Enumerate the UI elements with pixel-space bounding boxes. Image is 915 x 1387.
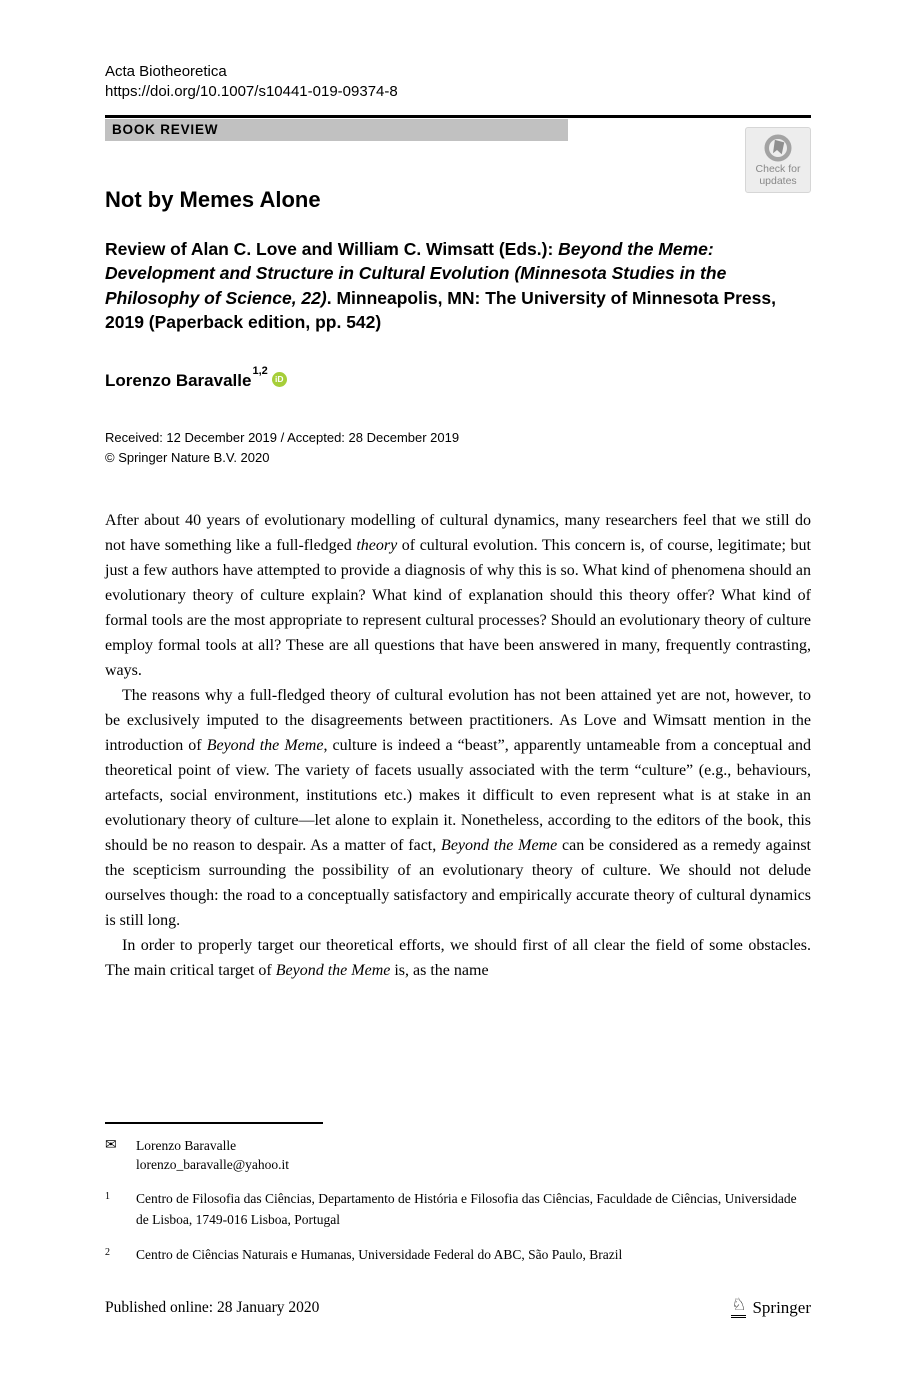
- body-paragraph: In order to properly target our theoretical efforts, we should first of all clear the field of some obstacles. The main critical target of Beyond the Meme is, as the name: [105, 936, 811, 979]
- springer-wordmark: Springer: [752, 1297, 811, 1317]
- correspondence-email[interactable]: lorenzo_baravalle@yahoo.it: [136, 1157, 289, 1172]
- author-name: Lorenzo Baravalle: [105, 370, 252, 390]
- crossmark-icon: [763, 133, 793, 163]
- doi-link[interactable]: https://doi.org/10.1007/s10441-019-09374-8: [105, 83, 398, 100]
- affiliation-number: 1: [105, 1191, 110, 1202]
- author-row: [105, 364, 811, 391]
- affiliation-number: 2: [105, 1247, 110, 1258]
- copyright-line: © Springer Nature B.V. 2020: [105, 449, 270, 465]
- article-title: Not by Memes Alone: [105, 186, 321, 212]
- page-footer: [105, 1297, 811, 1318]
- page-content: [105, 0, 811, 983]
- published-online-line: Published online: 28 January 2020: [105, 1298, 320, 1316]
- springer-logo: [731, 1297, 811, 1318]
- body-paragraph: After about 40 years of evolutionary modelling of cultural dynamics, many researchers feel that we still do not have something like a full-fledged theory of cultural evolution. This concern is, of course, legitimate; but just a few authors have attempted to provide a diagnosis of why this is so. What kind of phenomena should an evolutionary theory of culture explain? What kind of explanation should this theory offer? What kind of formal tools are the most appropriate to represent cultural processes? Should an evolutionary theory of culture employ formal tools at all? These are all questions that have been answered in many, frequently contrasting, ways.: [105, 511, 811, 679]
- check-for-updates-badge[interactable]: [745, 127, 811, 193]
- article-body: [105, 508, 811, 983]
- envelope-icon: ✉: [105, 1138, 117, 1153]
- article-subtitle: Review of Alan C. Love and William C. Wimsatt (Eds.): Beyond the Meme: Development and Structure in Cultural Evolution (Minnesota Studies in the Philosophy of Science, 22). Minneapolis, MN: The University of Minnesota Press, 2019 (Paperback edition, pp. 542): [105, 238, 776, 332]
- orcid-icon[interactable]: iD: [272, 372, 287, 387]
- check-for-updates-label: Check for updates: [755, 163, 801, 187]
- journal-title: Acta Biotheoretica: [105, 63, 227, 80]
- affiliation-text: Centro de Filosofia das Ciências, Departamento de História e Filosofia das Ciências, Faculdade de Ciências, Universidade de Lisboa, 1749-016 Lisboa, Portugal: [136, 1191, 797, 1227]
- footnote-divider: [105, 1122, 323, 1124]
- body-paragraph: The reasons why a full-fledged theory of cultural evolution has not been attained yet are not, however, to be exclusively imputed to the disagreements between practitioners. As Love and Wimsatt mention in the introduction of Beyond the Meme, culture is indeed a “beast”, apparently untameable from a conceptual and theoretical point of view. The variety of facets usually associated with the term “culture” (e.g., behaviours, artefacts, social environment, institutions etc.) makes it difficult to even represent what is at stake in an evolutionary theory of culture—let alone to explain it. Nonetheless, according to the editors of the book, this should be no reason to despair. As a matter of fact, Beyond the Meme can be considered as a remedy against the scepticism surrounding the possibility of an evolutionary theory of culture. We should not delude ourselves though: the road to a conceptually satisfactory and empirically accurate theory of cultural dynamics is still long.: [105, 686, 812, 929]
- affiliation-text: Centro de Ciências Naturais e Humanas, Universidade Federal do ABC, São Paulo, Brazil: [136, 1247, 623, 1262]
- header-rule: [105, 115, 811, 118]
- author-affiliation-marks: 1,2: [252, 364, 268, 377]
- springer-horse-icon: ♘: [731, 1297, 746, 1318]
- correspondence-block: [105, 1136, 811, 1174]
- article-dates-block: [105, 428, 811, 468]
- footnotes: [105, 1136, 811, 1265]
- correspondence-name: Lorenzo Baravalle: [136, 1138, 237, 1153]
- journal-header: [105, 0, 811, 102]
- section-band: [105, 119, 568, 141]
- section-label: BOOK REVIEW: [112, 122, 219, 137]
- received-accepted-line: Received: 12 December 2019 / Accepted: 28 December 2019: [105, 429, 460, 445]
- affiliation-item: [105, 1188, 811, 1230]
- affiliation-item: [105, 1244, 811, 1265]
